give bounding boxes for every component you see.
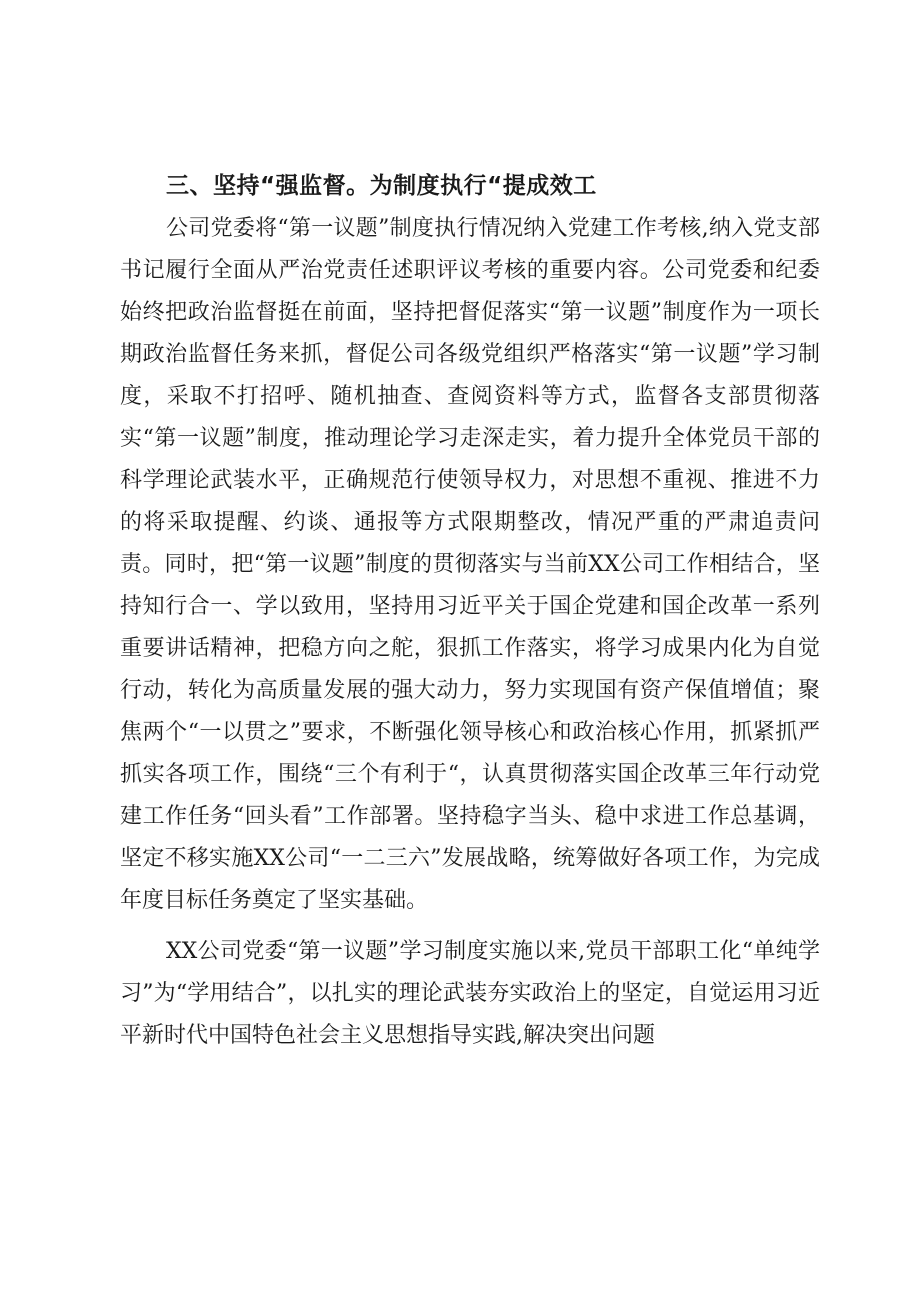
body-paragraph: 公司党委将“第一议题”制度执行情况纳入党建工作考核,纳入党支部书记履行全面从严治党责任述职评议考核的重要内容。公司党委和纪委始终把政治监督挺在前面，坚持把督促落实“第一议题”制度作为一项长期政治监督任务来抓，督促公司各级党组织严格落实“第一议题”学习制度，采取不打招呼、随机抽查、查阅资料等方式，监督各支部贯彻落实“第一议题”制度，推动理论学习走深走实，着力提升全体党员干部的科学理论武装水平，正确规范行使领导权力，对思想不重视、推进不力的将采取提醒、约谈、通报等方式限期整改，情况严重的严肃追责问责。同时，把“第一议题”制度的贯彻落实与当前XX公司工作相结合，坚持知行合一、学以致用，坚持用习近平关于国企党建和国企改革一系列重要讲话精神，把稳方向之舵，狠抓工作落实，将学习成果内化为自觉行动，转化为高质量发展的强大动力，努力实现国有资产保值增值；聚焦两个“一以贯之”要求，不断强化领导核心和政治核心作用，抓紧抓严抓实各项工作，围绕“三个有利于“，认真贯彻落实国企改革三年行动党建工作任务“回头看”工作部署。坚持稳字当头、稳中求进工作总基调，坚定不移实施XX公司“一二三六”发展战略，统筹做好各项工作，为完成年度目标任务奠定了坚实基础。 (120, 216, 820, 913)
document-body (120, 168, 820, 1057)
body-paragraph: XX公司党委“第一议题”学习制度实施以来,党员干部职工化“单纯学习”为“学用结合”，以扎实的理论武装夯实政治上的坚定，自觉运用习近平新时代中国特色社会主义思想指导实践,解决突出问题 (120, 939, 820, 1048)
section-heading: 三、坚持“强监督。为制度执行“提成效工 (166, 173, 597, 199)
